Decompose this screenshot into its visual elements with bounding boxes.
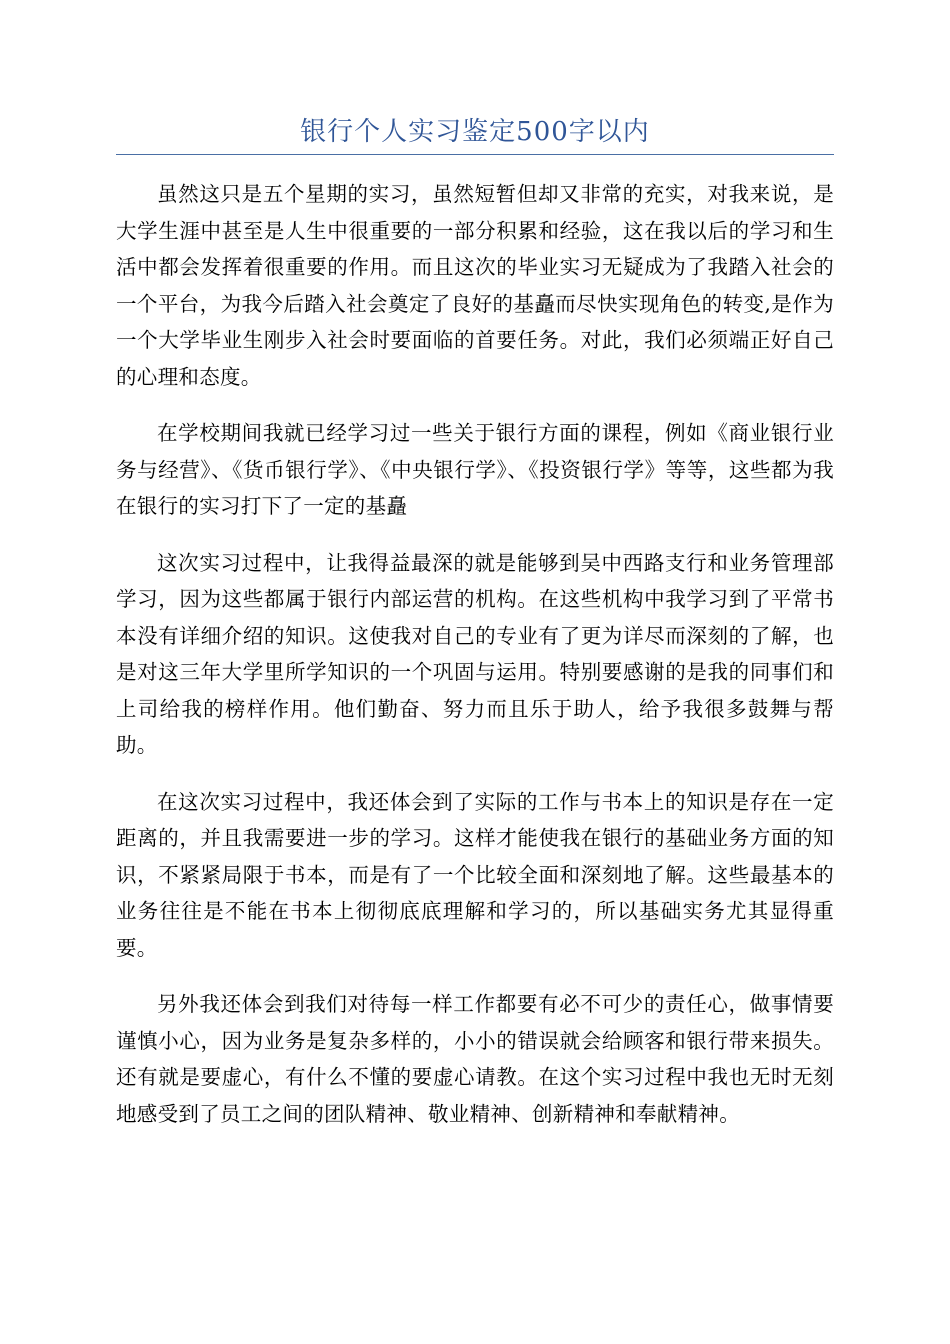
document-title: 银行个人实习鉴定500字以内 [300, 117, 650, 147]
paragraph-5: 另外我还体会到我们对待每一样工作都要有必不可少的责任心，做事情要谨慎小心，因为业务是复杂多样的，小小的错误就会给顾客和银行带来损失。还有就是要虚心，有什么不懂的要虚心请教。在这个实习过程中我也无时无刻地感受到了员工之间的团队精神、敬业精神、创新精神和奉献精神。 [116, 992, 834, 1126]
paragraph-2: 在学校期间我就已经学习过一些关于银行方面的课程，例如《商业银行业务与经营》、《货币银行学》、《中央银行学》、《投资银行学》等等，这些都为我在银行的实习打下了一定的基矗 [116, 421, 834, 518]
paragraph-1: 虽然这只是五个星期的实习，虽然短暂但却又非常的充实，对我来说，是大学生涯中甚至是人生中很重要的一部分积累和经验，这在我以后的学习和生活中都会发挥着很重要的作用。而且这次的毕业实习无疑成为了我踏入社会的一个平台，为我今后踏入社会奠定了良好的基矗而尽快实现角色的转变,是作为一个大学毕业生刚步入社会时要面临的首要任务。对此，我们必须端正好自己的心理和态度。 [116, 182, 834, 389]
paragraph-3: 这次实习过程中，让我得益最深的就是能够到吴中西路支行和业务管理部学习，因为这些都属于银行内部运营的机构。在这些机构中我学习到了平常书本没有详细介绍的知识。这使我对自己的专业有了更为详尽而深刻的了解，也是对这三年大学里所学知识的一个巩固与运用。特别要感谢的是我的同事们和上司给我的榜样作用。他们勤奋、努力而且乐于助人，给予我很多鼓舞与帮助。 [116, 550, 834, 757]
document-body [116, 176, 834, 1152]
title-underline [116, 154, 834, 155]
paragraph-4: 在这次实习过程中，我还体会到了实际的工作与书本上的知识是存在一定距离的，并且我需要进一步的学习。这样才能使我在银行的基础业务方面的知识，不紧紧局限于书本，而是有了一个比较全面和深刻地了解。这些最基本的业务往往是不能在书本上彻彻底底理解和学习的，所以基础实务尤其显得重要。 [116, 789, 834, 960]
